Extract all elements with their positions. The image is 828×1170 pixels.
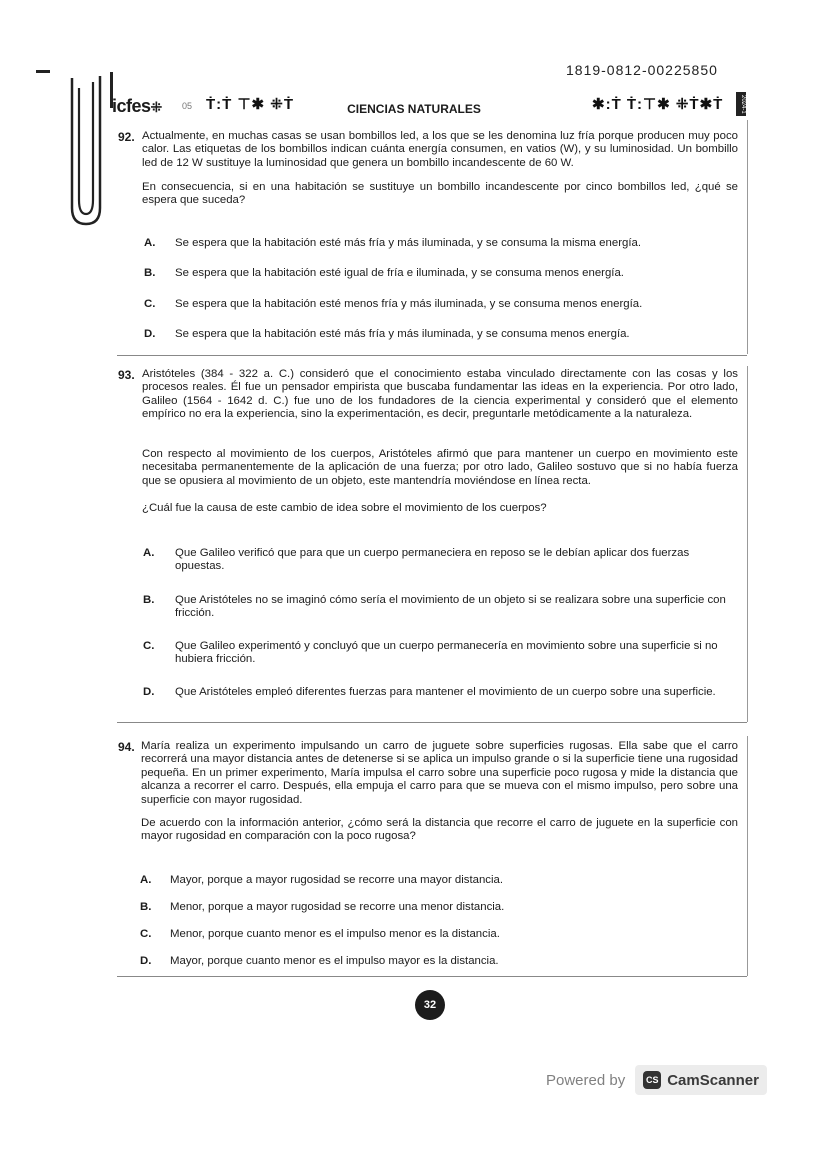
- option-text: Que Galileo verificó que para que un cuerpo permaneciera en reposo se le debían aplicar dos fuerzas opuestas.: [175, 547, 690, 573]
- logo-mark-icon: ⁜: [150, 99, 162, 115]
- option-text: Se espera que la habitación esté más fría y más iluminada, y se consuma la misma energía.: [175, 237, 641, 249]
- watermark-badge: [635, 1065, 767, 1095]
- question-prompt: De acuerdo con la información anterior, ¿cómo será la distancia que recorre el carro de juguete en la superficie con mayor rugosidad en comparación con la poco rugosa?: [141, 817, 738, 843]
- year-tab: 2024-1: [736, 92, 746, 116]
- option-letter: D.: [143, 686, 155, 698]
- option-text: Se espera que la habitación esté menos fría y más iluminada, y se consuma menos energía.: [175, 298, 643, 310]
- paper-clip-icon: [62, 68, 108, 228]
- option-letter: C.: [144, 298, 156, 310]
- option-letter: A.: [144, 237, 156, 249]
- camscanner-logo-icon: CS: [643, 1071, 661, 1089]
- question-prompt: En consecuencia, si en una habitación se sustituye un bombillo incandescente por cinco bombillos led, ¿qué se espera que suceda?: [142, 181, 738, 207]
- document-code: 1819-0812-00225850: [566, 62, 718, 78]
- question-separator: [117, 355, 747, 356]
- option-letter: B.: [140, 901, 152, 913]
- decorative-glyphs-right: ✱:Ṫ Ṫ:⊤✱ ⁜Ṫ✱Ṫ: [592, 96, 724, 113]
- decorative-glyphs-left: Ṫ:Ṫ ⊤✱ ⁜Ṫ: [206, 96, 295, 113]
- subject-title: CIENCIAS NATURALES: [347, 102, 481, 116]
- option-text: Que Aristóteles no se imaginó cómo sería el movimiento de un objeto si se realizara sobre una superficie con fricción.: [175, 594, 726, 620]
- option-text: Que Aristóteles empleó diferentes fuerzas para mantener el movimiento de un cuerpo sobre una superficie.: [175, 686, 716, 698]
- question-prompt: ¿Cuál fue la causa de este cambio de idea sobre el movimiento de los cuerpos?: [142, 502, 547, 514]
- question-box-border: [747, 736, 748, 976]
- question-number: 92.: [118, 130, 135, 144]
- question-box-border: [747, 120, 748, 354]
- logo-text: icfes: [112, 96, 151, 116]
- question-number: 94.: [118, 740, 135, 754]
- option-text: Que Galileo experimentó y concluyó que un cuerpo permanecería en movimiento sobre una superficie si no hubiera fricción.: [175, 640, 718, 666]
- page-number: 32: [415, 990, 445, 1020]
- watermark-brand: CamScanner: [667, 1071, 759, 1089]
- option-letter: C.: [143, 640, 155, 652]
- question-box-border: [747, 366, 748, 722]
- option-text: Menor, porque a mayor rugosidad se recorre una menor distancia.: [170, 901, 505, 913]
- question-separator: [117, 976, 747, 977]
- watermark-powered-text: Powered by: [546, 1071, 626, 1089]
- option-text: Se espera que la habitación esté más fría y más iluminada, y se consuma menos energía.: [175, 328, 630, 340]
- camscanner-watermark: [546, 1064, 778, 1096]
- scan-mark: [36, 70, 50, 73]
- option-letter: A.: [143, 547, 155, 559]
- option-letter: B.: [144, 267, 156, 279]
- option-text: Mayor, porque cuanto menor es el impulso mayor es la distancia.: [170, 955, 499, 967]
- question-context: Con respecto al movimiento de los cuerpos, Aristóteles afirmó que para mantener un cuerpo en movimiento este necesitaba permanentemente de la aplicación de una fuerza; por otro lado, Galileo sostuvo que si no había fuerza que se opusiera al movimiento de un objeto, este mantendría moviéndose en línea recta.: [142, 448, 738, 487]
- option-letter: C.: [140, 928, 152, 940]
- edition-number: 05: [182, 101, 193, 111]
- question-separator: [117, 722, 747, 723]
- option-text: Mayor, porque a mayor rugosidad se recorre una mayor distancia.: [170, 874, 504, 886]
- option-letter: B.: [143, 594, 155, 606]
- question-stem: María realiza un experimento impulsando un carro de juguete sobre superficies rugosas. Ella sabe que el carro recorrerá una mayor distancia antes de detenerse si se aplica un impulso grande o si la superficie tiene una rugosidad pequeña. En un primer experimento, María impulsa el carro sobre una superficie poco rugosa y mide la distancia que alcanza a recorrer el carro. Después, ella empuja el carro para que se mueva con el mismo impulso, pero sobre una superficie con mayor rugosidad.: [141, 740, 738, 806]
- question-stem: Aristóteles (384 - 322 a. C.) consideró que el conocimiento estaba vinculado directamente con las cosas y los procesos reales. Él fue un pensador empirista que buscaba fundamentar las ideas en la experiencia. Por otro lado, Galileo (1564 - 1642 d. C.) fue uno de los fundadores de la ciencia experimental y consideró que el elemento empírico no era la experiencia, sino la experimentación, es decir, preguntarle metódicamente a la naturaleza.: [142, 368, 738, 421]
- question-stem: Actualmente, en muchas casas se usan bombillos led, a los que se les denomina luz fría porque producen muy poco calor. Las etiquetas de los bombillos indican cuánta energía consumen, en vatios (W), y su luminosidad. Un bombillo led de 12 W sustituye la luminosidad que genera un bombillo incandescente de 60 W.: [142, 130, 738, 169]
- option-text: Se espera que la habitación esté igual de fría e iluminada, y se consuma menos energía.: [175, 267, 624, 279]
- option-letter: A.: [140, 874, 152, 886]
- question-number: 93.: [118, 368, 135, 382]
- option-letter: D.: [144, 328, 156, 340]
- option-letter: D.: [140, 955, 152, 967]
- option-text: Menor, porque cuanto menor es el impulso menor es la distancia.: [170, 928, 500, 940]
